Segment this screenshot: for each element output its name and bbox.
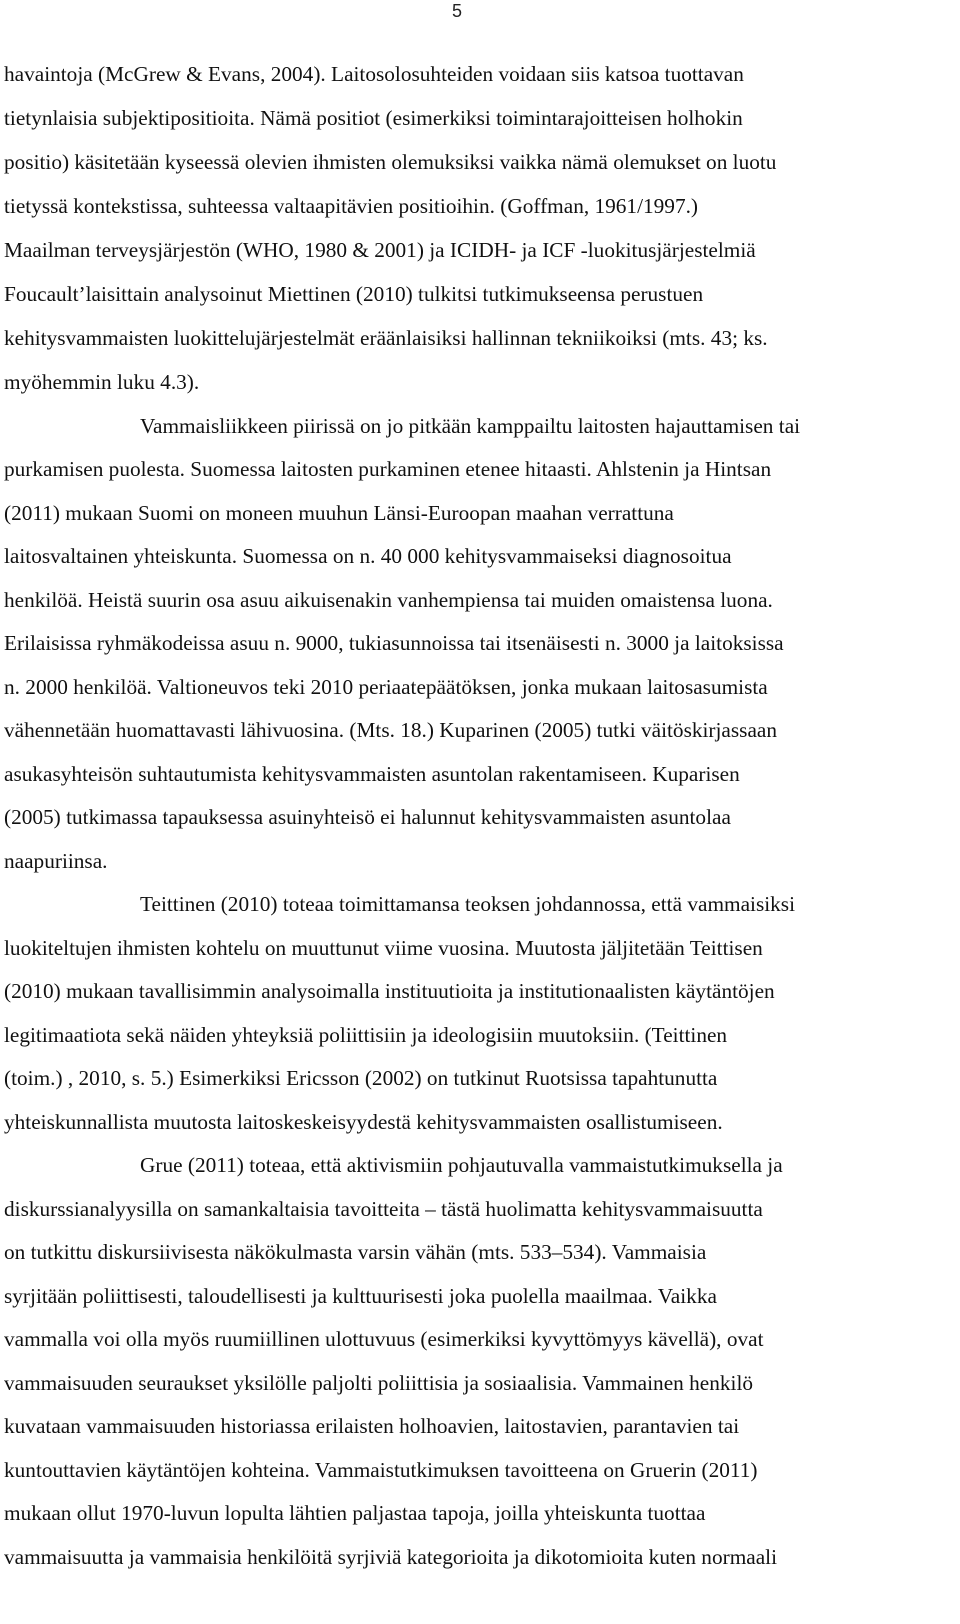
text-line: (2005) tutkimassa tapauksessa asuinyhteisö ei halunnut kehitysvammaisten asuntolaa [4, 805, 731, 829]
text-line: purkamisen puolesta. Suomessa laitosten purkaminen etenee hitaasti. Ahlstenin ja Hintsan [4, 457, 772, 481]
text-line: diskurssianalyysilla on samankaltaisia tavoitteita – tästä huolimatta kehitysvammaisuutta [4, 1197, 763, 1221]
text-line: Maailman terveysjärjestön (WHO, 1980 & 2001) ja ICIDH- ja ICF -luokitusjärjestelmiä [4, 238, 756, 262]
text-line: (toim.) , 2010, s. 5.) Esimerkiksi Ericsson (2002) on tutkinut Ruotsissa tapahtunutta [4, 1066, 718, 1090]
text-line: Erilaisissa ryhmäkodeissa asuu n. 9000, tukiasunnoissa tai itsenäisesti n. 3000 ja laitoksissa [4, 631, 784, 655]
text-line: tietyssä kontekstissa, suhteessa valtaapitävien positioihin. (Goffman, 1961/1997.) [4, 194, 699, 218]
text-line: kuntouttavien käytäntöjen kohteina. Vammaistutkimuksen tavoitteena on Gruerin (2011) [4, 1458, 758, 1482]
page-number: 5 [452, 1, 463, 21]
text-line: laitosvaltainen yhteiskunta. Suomessa on n. 40 000 kehitysvammaiseksi diagnosoitua [4, 544, 732, 568]
text-line: vammalla voi olla myös ruumiillinen ulottuvuus (esimerkiksi kyvyttömyys kävellä), ovat [4, 1327, 764, 1351]
text-line: luokiteltujen ihmisten kohtelu on muuttunut viime vuosina. Muutosta jäljitetään Teittisen [4, 936, 763, 960]
text-line: Teittinen (2010) toteaa toimittamansa teoksen johdannossa, että vammaisiksi [140, 892, 796, 916]
text-line: positio) käsitetään kyseessä olevien ihmisten olemuksiksi vaikka nämä olemukset on luotu [4, 150, 777, 174]
text-line: henkilöä. Heistä suurin osa asuu aikuisenakin vanhempiensa tai muiden omaistensa luona. [4, 588, 773, 612]
text-line: vammaisuuden seuraukset yksilölle paljolti poliittisia ja sosiaalisia. Vammainen henkilö [4, 1371, 754, 1395]
text-line: havaintoja (McGrew & Evans, 2004). Laitosolosuhteiden voidaan siis katsoa tuottavan [4, 62, 744, 86]
text-line: naapuriinsa. [4, 849, 108, 873]
text-line: kuvataan vammaisuuden historiassa erilaisten holhoavien, laitostavien, parantavien tai [4, 1414, 740, 1438]
text-line: on tutkittu diskursiivisesta näkökulmasta varsin vähän (mts. 533–534). Vammaisia [4, 1240, 707, 1264]
text-line: Foucault’laisittain analysoinut Miettinen (2010) tulkitsi tutkimukseensa perustuen [4, 282, 704, 306]
text-line: yhteiskunnallista muutosta laitoskeskeisyydestä kehitysvammaisten osallistumiseen. [4, 1110, 723, 1134]
text-line: n. 2000 henkilöä. Valtioneuvos teki 2010 periaatepäätöksen, jonka mukaan laitosasumista [4, 675, 768, 699]
text-line: mukaan ollut 1970-luvun lopulta lähtien paljastaa tapoja, joilla yhteiskunta tuottaa [4, 1501, 706, 1525]
text-line: (2011) mukaan Suomi on moneen muuhun Länsi-Euroopan maahan verrattuna [4, 501, 674, 525]
text-line: vähennetään huomattavasti lähivuosina. (Mts. 18.) Kuparinen (2005) tutki väitöskirjassaan [4, 718, 778, 742]
text-line: tietynlaisia subjektipositioita. Nämä positiot (esimerkiksi toimintarajoitteisen holhokin [4, 106, 743, 130]
text-line: syrjitään poliittisesti, taloudellisesti ja kulttuurisesti joka puolella maailmaa. Vaikka [4, 1284, 717, 1308]
text-line: (2010) mukaan tavallisimmin analysoimalla instituutioita ja institutionaalisten käytäntöjen [4, 979, 775, 1003]
text-line: Grue (2011) toteaa, että aktivismiin pohjautuvalla vammaistutkimuksella ja [140, 1153, 783, 1177]
text-line: legitimaatiota sekä näiden yhteyksiä poliittisiin ja ideologisiin muutoksiin. (Teittinen [4, 1023, 728, 1047]
text-line: vammaisuutta ja vammaisia henkilöitä syrjiviä kategorioita ja dikotomioita kuten normaali [4, 1545, 777, 1569]
text-line: Vammaisliikkeen piirissä on jo pitkään kamppailtu laitosten hajauttamisen tai [140, 414, 801, 438]
text-line: myöhemmin luku 4.3). [4, 370, 200, 394]
text-line: asukasyhteisön suhtautumista kehitysvammaisten asuntolan rakentamiseen. Kuparisen [4, 762, 740, 786]
text-line: kehitysvammaisten luokittelujärjestelmät eräänlaisiksi hallinnan tekniikoiksi (mts. 43; ks. [4, 326, 768, 350]
